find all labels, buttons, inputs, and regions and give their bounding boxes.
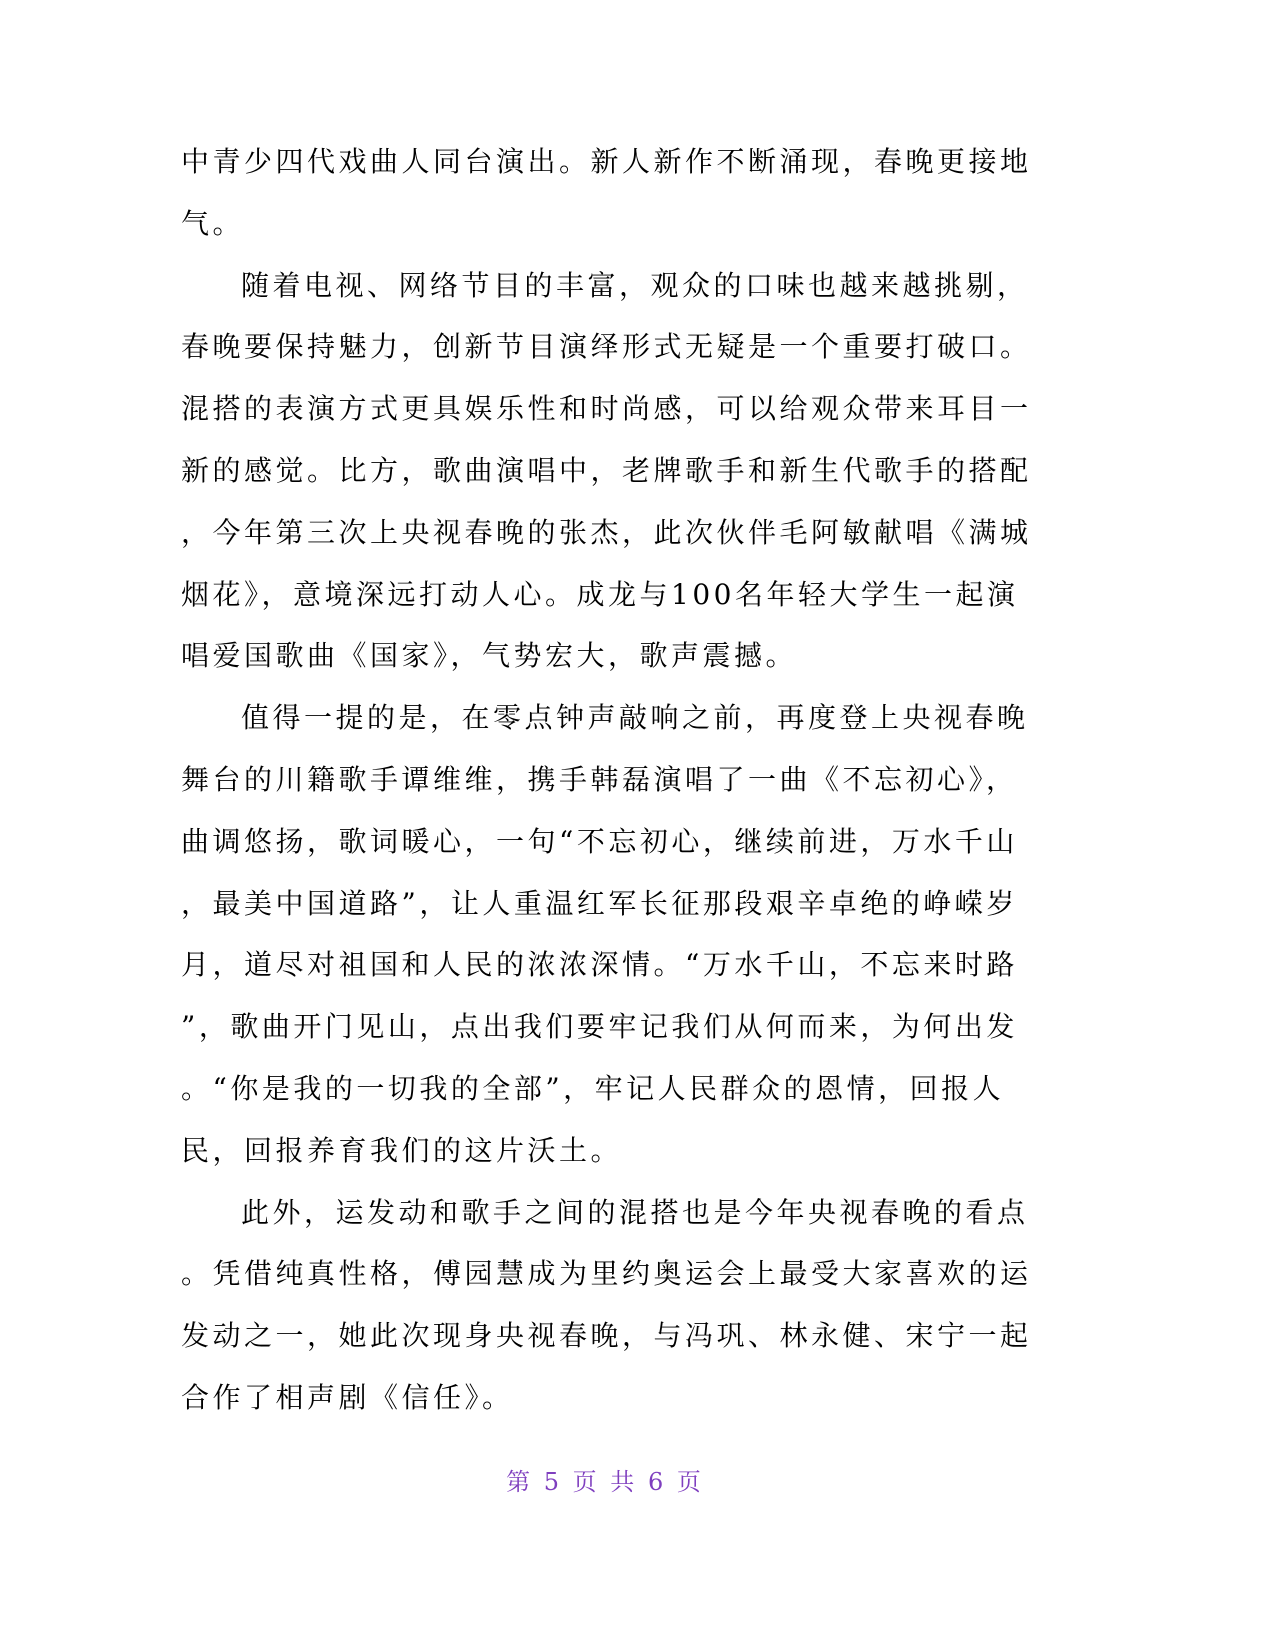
text-line: 民，回报养育我们的这片沃土。 — [181, 1133, 623, 1167]
text-line: ，最美中国道路”，让人重温红军长征那段艰辛卓绝的峥嵘岁 — [181, 886, 1018, 920]
text-line: 随着电视、网络节目的丰富，观众的口味也越来越挑剔， — [241, 268, 1029, 302]
paragraph — [181, 131, 1041, 255]
text-line: ”，歌曲开门见山，点出我们要牢记我们从何而来，为何出发 — [181, 1010, 1018, 1044]
text-line: 中青少四代戏曲人同台演出。新人新作不断涌现，春晚更接地 — [181, 145, 1032, 178]
text-line: 发动之一，她此次现身央视春晚，与冯巩、林永健、宋宁一起 — [181, 1319, 1032, 1353]
text-line: 此外，运发动和歌手之间的混搭也是今年央视春晚的看点 — [241, 1195, 1029, 1229]
text-line: 春晚要保持魅力，创新节目演绎形式无疑是一个重要打破口。 — [181, 330, 1032, 364]
text-line: 。凭借纯真性格，傅园慧成为里约奥运会上最受大家喜欢的运 — [181, 1257, 1032, 1291]
page-number-footer: 第 5 页 共 6 页 — [506, 1468, 704, 1496]
text-line: 曲调悠扬，歌词暖心，一句“不忘初心，继续前进，万水千山 — [181, 824, 1018, 858]
paragraph — [181, 687, 1041, 1181]
text-line: ，今年第三次上央视春晚的张杰，此次伙伴毛阿敏献唱《满城 — [181, 515, 1032, 549]
text-line: 。“你是我的一切我的全部”，牢记人民群众的恩情，回报人 — [181, 1071, 1005, 1105]
text-line: 烟花》，意境深远打动人心。成龙与100名年轻大学生一起演 — [181, 577, 1019, 611]
text-line: 月，道尽对祖国和人民的浓浓深情。“万水千山，不忘来时路 — [181, 948, 1018, 982]
text-line: 新的感觉。比方，歌曲演唱中，老牌歌手和新生代歌手的搭配 — [181, 453, 1032, 487]
document-body — [181, 131, 1041, 1429]
text-line: 值得一提的是，在零点钟声敲响之前，再度登上央视春晚 — [241, 701, 1029, 735]
paragraph — [181, 255, 1041, 688]
text-line: 气。 — [181, 206, 245, 240]
text-line: 唱爱国歌曲《国家》，气势宏大，歌声震撼。 — [181, 639, 798, 673]
text-line: 混搭的表演方式更具娱乐性和时尚感，可以给观众带来耳目一 — [181, 392, 1032, 426]
text-line: 合作了相声剧《信任》。 — [181, 1380, 514, 1414]
text-line: 舞台的川籍歌手谭维维，携手韩磊演唱了一曲《不忘初心》， — [181, 762, 1018, 796]
paragraph — [181, 1182, 1041, 1429]
